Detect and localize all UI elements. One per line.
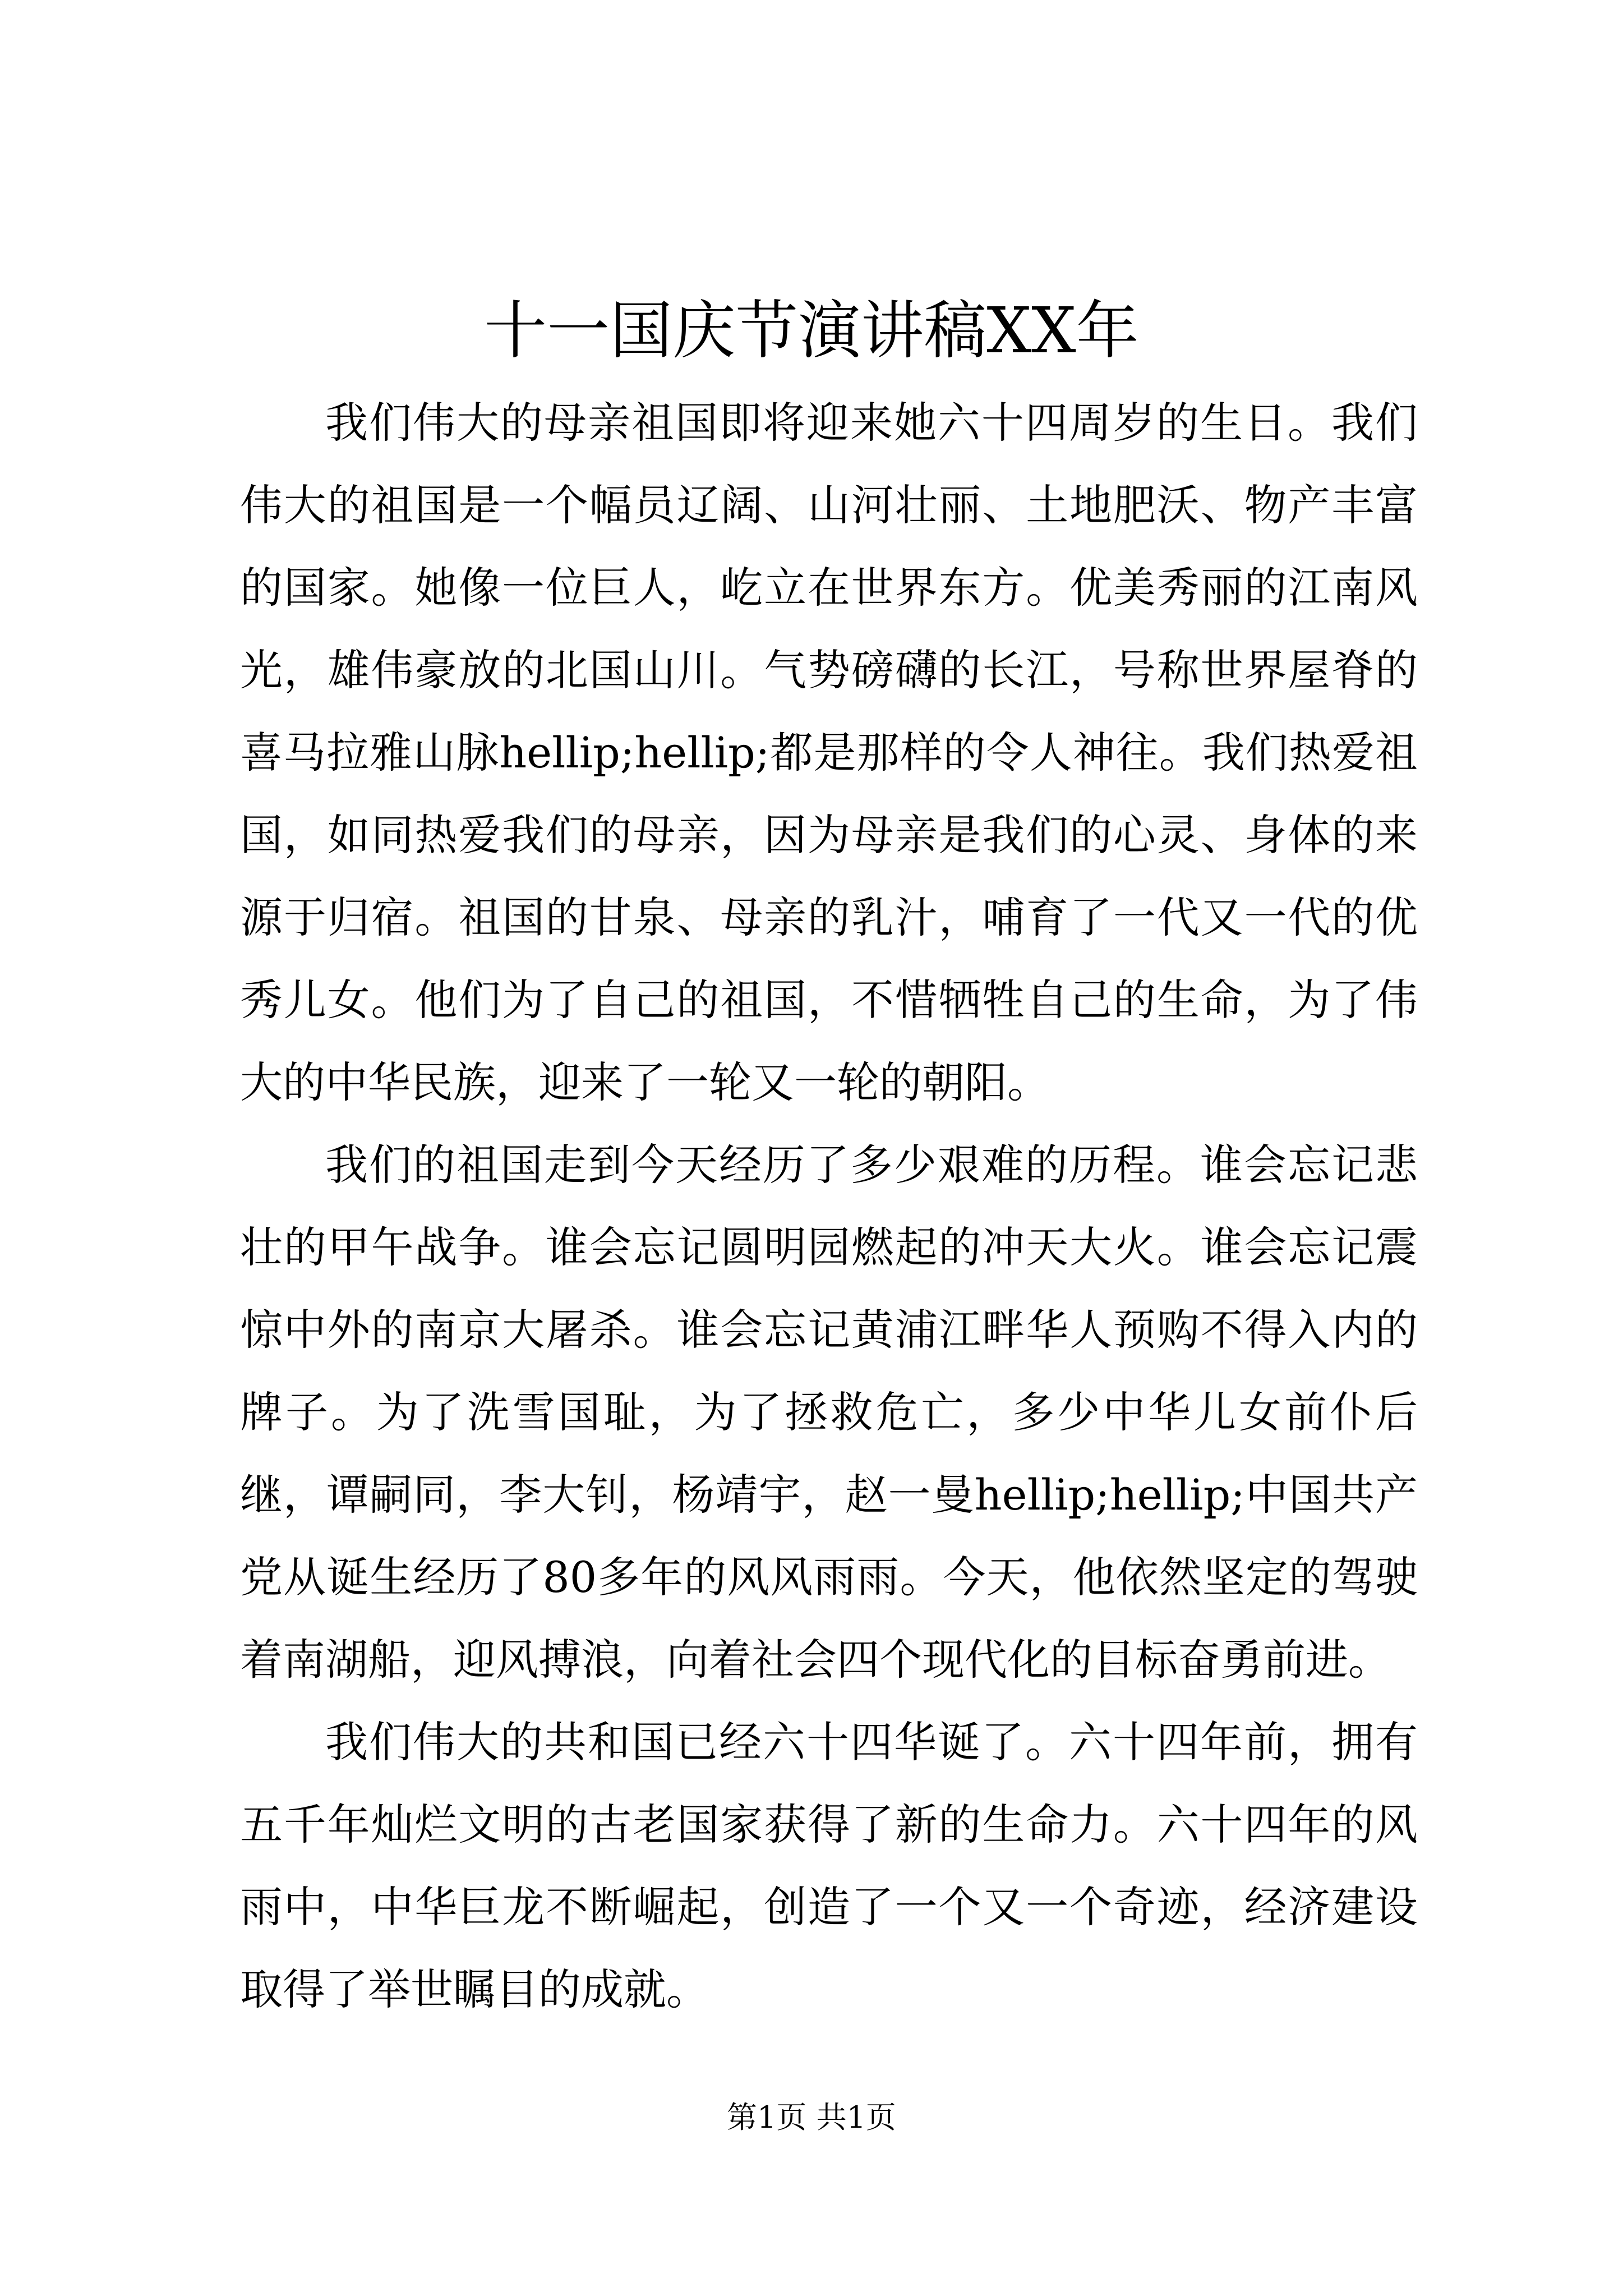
paragraph-2: 我们的祖国走到今天经历了多少艰难的历程。谁会忘记悲壮的甲午战争。谁会忘记圆明园燃起的冲天大火。谁会忘记震惊中外的南京大屠杀。谁会忘记黄浦江畔华人预购不得入内的牌子。为了洗雪国耻，为了拯救危亡，多少中华儿女前仆后继，谭嗣同，李大钊，杨靖宇，赵一曼hellip;hellip;中国共产党从诞生经历了80多年的风风雨雨。今天，他依然坚定的驾驶着南湖船，迎风搏浪，向着社会四个现代化的目标奋勇前进。 bbox=[240, 1140, 1418, 1685]
paragraph-3: 我们伟大的共和国已经六十四华诞了。六十四年前，拥有五千年灿烂文明的古老国家获得了新的生命力。六十四年的风雨中，中华巨龙不断崛起，创造了一个又一个奇迹，经济建设取得了举世瞩目的成就。 bbox=[240, 1717, 1418, 2014]
document-body bbox=[240, 381, 1418, 2031]
paragraph-1: 我们伟大的母亲祖国即将迎来她六十四周岁的生日。我们伟大的祖国是一个幅员辽阔、山河壮丽、土地肥沃、物产丰富的国家。她像一位巨人，屹立在世界东方。优美秀丽的江南风光，雄伟豪放的北国山川。气势磅礴的长江，号称世界屋脊的喜马拉雅山脉hellip;hellip;都是那样的令人神往。我们热爱祖国，如同热爱我们的母亲，因为母亲是我们的心灵、身体的来源于归宿。祖国的甘泉、母亲的乳汁，哺育了一代又一代的优秀儿女。他们为了自己的祖国，不惜牺牲自己的生命，为了伟大的中华民族，迎来了一轮又一轮的朝阳。 bbox=[240, 398, 1418, 1107]
page-footer: 第1页 共1页 bbox=[727, 2100, 896, 2135]
document-title: 十一国庆节演讲稿XX年 bbox=[484, 295, 1139, 367]
